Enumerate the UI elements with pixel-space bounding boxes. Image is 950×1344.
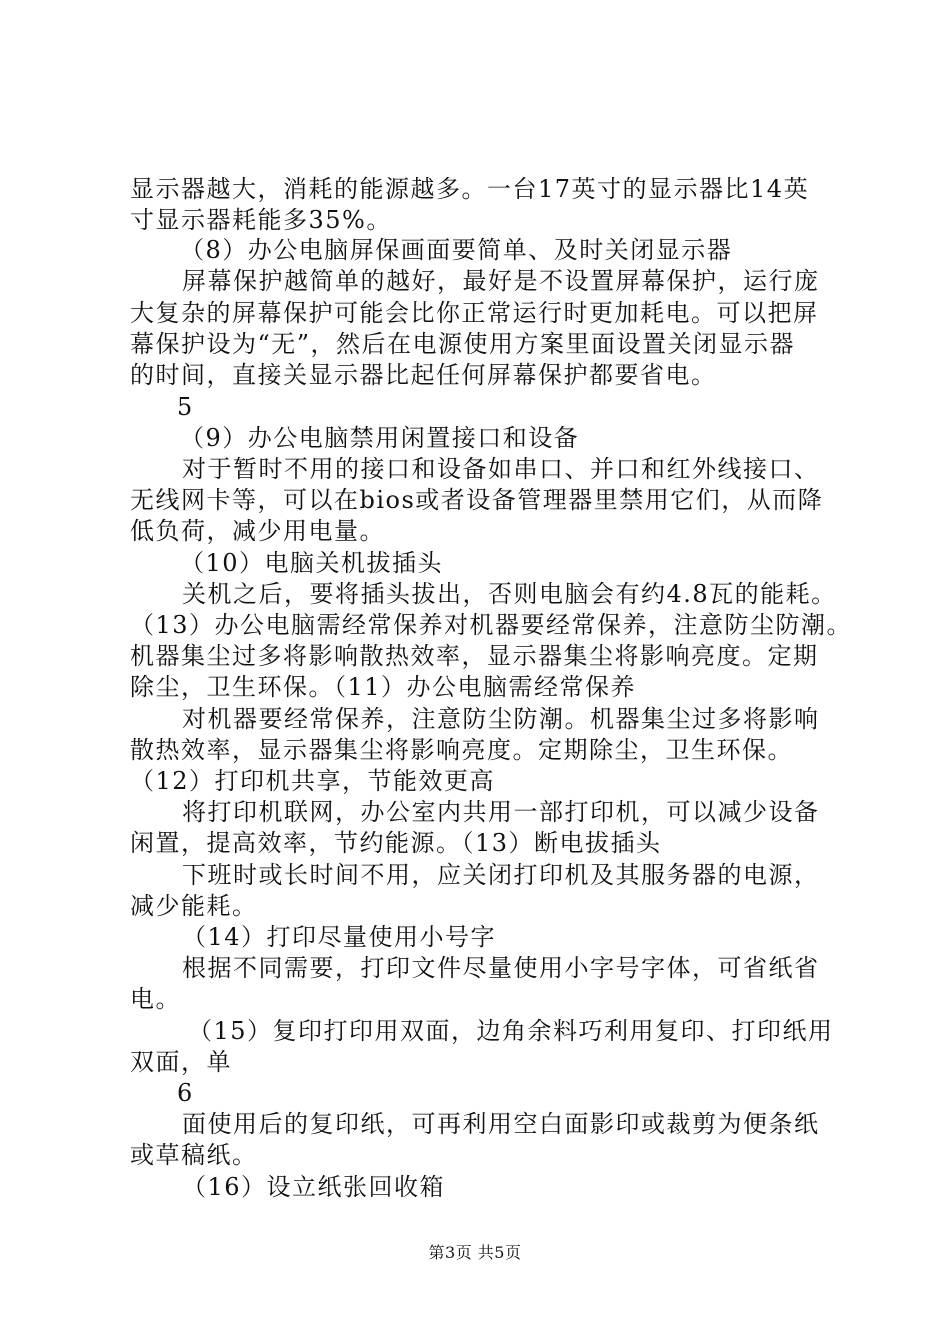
body-text-line: 散热效率，显示器集尘将影响亮度。定期除尘，卫生环保。 (130, 736, 793, 764)
section-heading: （15）复印打印用双面，边角余料巧利用复印、打印纸用 (188, 1017, 834, 1045)
section-heading: （16）设立纸张回收箱 (182, 1173, 446, 1201)
body-text-line: 面使用后的复印纸，可再利用空白面影印或裁剪为便条纸 (182, 1110, 820, 1138)
page-number-marker: 6 (177, 1079, 194, 1107)
body-text-line: 或草稿纸。 (130, 1141, 258, 1169)
body-text-line: 将打印机联网，办公室内共用一部打印机，可以减少设备 (182, 798, 820, 826)
body-text-line: 大复杂的屏幕保护可能会比你正常运行时更加耗电。可以把屏 (130, 299, 819, 327)
body-text-line: 下班时或长时间不用，应关闭打印机及其服务器的电源， (182, 861, 820, 889)
body-text-line: 显示器越大，消耗的能源越多。一台17英寸的显示器比14英 (130, 175, 810, 203)
body-text-line: 根据不同需要，打印文件尽量使用小字号字体，可省纸省 (182, 954, 820, 982)
section-heading: （9）办公电脑禁用闲置接口和设备 (180, 424, 580, 452)
section-heading: （12）打印机共享，节能效更高 (130, 767, 496, 795)
body-text-line: 寸显示器耗能多35%。 (130, 206, 392, 234)
section-heading: （10）电脑关机拔插头 (180, 549, 444, 577)
body-text-line: 除尘，卫生环保。（11）办公电脑需经常保养 (130, 673, 637, 701)
body-text-line: 的时间，直接关显示器比起任何屏幕保护都要省电。 (130, 361, 717, 389)
body-text-line: 屏幕保护越简单的越好，最好是不设置屏幕保护，运行庞 (182, 267, 820, 295)
body-text-line: 对于暂时不用的接口和设备如串口、并口和红外线接口、 (182, 455, 820, 483)
body-text-line: 低负荷，减少用电量。 (130, 517, 385, 545)
body-text-line: 减少能耗。 (130, 892, 258, 920)
body-text-line: 双面，单 (130, 1048, 232, 1076)
body-text-line: 幕保护设为“无”，然后在电源使用方案里面设置关闭显示器 (130, 330, 796, 358)
body-text-line: 电。 (130, 985, 181, 1013)
page-number-marker: 5 (177, 393, 194, 421)
body-text-line: （13）办公电脑需经常保养对机器要经常保养，注意防尘防潮。 (130, 611, 853, 639)
body-text-line: 闲置，提高效率，节约能源。（13）断电拔插头 (130, 829, 662, 857)
page-footer: 第3页 共5页 (428, 1243, 522, 1262)
section-heading: （14）打印尽量使用小号字 (182, 923, 497, 951)
body-text-line: 机器集尘过多将影响散热效率，显示器集尘将影响亮度。定期 (130, 642, 819, 670)
body-text-line: 无线网卡等，可以在bios或者设备管理器里禁用它们，从而降 (130, 486, 824, 514)
body-text-line: 关机之后，要将插头拔出，否则电脑会有约4.8瓦的能耗。 (182, 580, 837, 608)
body-text-line: 对机器要经常保养，注意防尘防潮。机器集尘过多将影响 (182, 705, 820, 733)
section-heading: （8）办公电脑屏保画面要简单、及时关闭显示器 (180, 236, 733, 264)
